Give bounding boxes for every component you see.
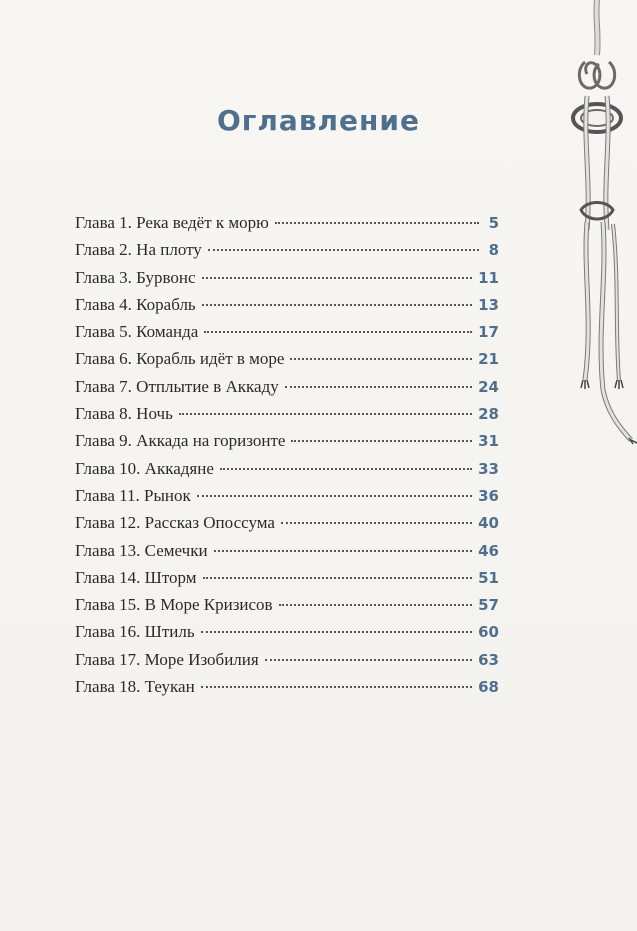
toc-entry-label: Глава 11. Рынок <box>75 485 191 505</box>
dot-leader <box>208 249 479 251</box>
toc-entry-label: Глава 17. Море Изобилия <box>75 649 259 669</box>
toc-entry-page-number: 8 <box>488 241 499 260</box>
dot-leader <box>201 631 473 633</box>
dot-leader <box>275 222 479 224</box>
toc-entry[interactable] <box>75 295 499 322</box>
toc-entry-label: Глава 13. Семечки <box>75 540 208 560</box>
page-title: Оглавление <box>216 104 420 137</box>
toc-entry-page-number: 60 <box>478 623 499 642</box>
toc-entry-label: Глава 14. Шторм <box>75 567 197 587</box>
toc-entry[interactable] <box>75 349 499 376</box>
toc-entry-page-number: 36 <box>478 486 499 505</box>
toc-entry-label: Глава 18. Теукан <box>75 677 195 697</box>
dot-leader <box>281 522 472 524</box>
dot-leader <box>202 304 472 306</box>
toc-entry-page-number: 5 <box>488 214 499 232</box>
toc-entry-label: Глава 4. Корабль <box>75 294 196 314</box>
toc-entry-label: Глава 9. Аккада на горизонте <box>75 431 286 451</box>
toc-entry[interactable] <box>75 486 499 513</box>
toc-entry-page-number: 28 <box>478 405 499 424</box>
toc-entry-page-number: 21 <box>478 350 499 369</box>
toc-entry-label: Глава 5. Команда <box>75 322 199 342</box>
dot-leader <box>214 550 473 552</box>
dot-leader <box>201 686 472 688</box>
toc-entry-page-number: 11 <box>478 268 499 287</box>
toc-entry[interactable] <box>75 240 499 267</box>
toc-entry-page-number: 57 <box>478 596 499 615</box>
dot-leader <box>290 358 472 360</box>
toc-entry[interactable] <box>75 322 499 349</box>
toc-entry[interactable] <box>75 568 499 595</box>
toc-entry-label: Глава 1. Река ведёт к морю <box>75 213 269 232</box>
dot-leader <box>204 331 472 333</box>
toc-entry[interactable] <box>75 377 499 404</box>
toc-entry[interactable] <box>75 677 499 704</box>
dot-leader <box>197 495 472 497</box>
toc-entry-page-number: 33 <box>478 459 499 478</box>
toc-entry[interactable] <box>75 404 499 431</box>
toc-entry-page-number: 46 <box>478 541 499 560</box>
toc-entry-page-number: 63 <box>478 650 499 669</box>
toc-entry-label: Глава 15. В Море Кризисов <box>75 595 273 615</box>
dot-leader <box>285 386 472 388</box>
dot-leader <box>265 659 472 661</box>
toc-entry[interactable] <box>75 213 499 240</box>
toc-entry-page-number: 68 <box>478 678 499 697</box>
toc-entry[interactable] <box>75 513 499 540</box>
toc-entry[interactable] <box>75 459 499 486</box>
toc-entry[interactable] <box>75 431 499 458</box>
dot-leader <box>220 468 472 470</box>
dot-leader <box>179 413 472 415</box>
toc-entry-page-number: 40 <box>478 514 499 533</box>
toc-entry-page-number: 13 <box>478 295 499 314</box>
toc-entry-label: Глава 12. Рассказ Опоссума <box>75 513 275 533</box>
rope-knot-icon <box>557 0 637 460</box>
toc-entry-label: Глава 2. На плоту <box>75 240 202 260</box>
toc-entry-page-number: 24 <box>478 377 499 396</box>
toc-entry-label: Глава 10. Аккадяне <box>75 458 214 478</box>
table-of-contents <box>75 213 499 704</box>
toc-entry[interactable] <box>75 541 499 568</box>
toc-entry-page-number: 51 <box>478 568 499 587</box>
toc-entry-page-number: 31 <box>478 432 499 451</box>
toc-entry[interactable] <box>75 622 499 649</box>
dot-leader <box>202 277 473 279</box>
toc-entry-label: Глава 8. Ночь <box>75 404 173 424</box>
toc-entry-label: Глава 6. Корабль идёт в море <box>75 349 285 369</box>
toc-entry-label: Глава 7. Отплытие в Аккаду <box>75 376 279 396</box>
dot-leader <box>291 440 472 442</box>
dot-leader <box>279 604 473 606</box>
dot-leader <box>203 577 473 579</box>
toc-entry[interactable] <box>75 650 499 677</box>
toc-entry[interactable] <box>75 595 499 622</box>
toc-entry-label: Глава 16. Штиль <box>75 622 195 642</box>
toc-entry-label: Глава 3. Бурвонс <box>75 267 196 287</box>
toc-entry[interactable] <box>75 268 499 295</box>
toc-entry-page-number: 17 <box>478 323 499 342</box>
